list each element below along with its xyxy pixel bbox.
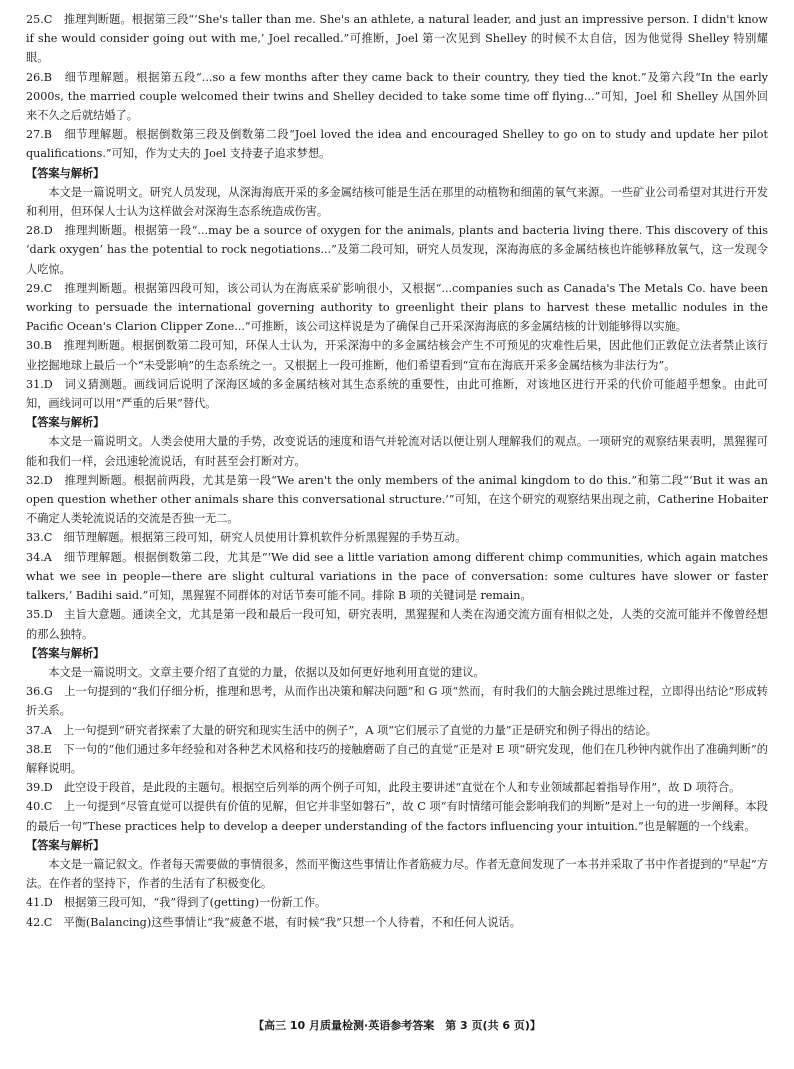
section-intro: 本文是一篇说明文。人类会使用大量的手势，改变说话的速度和语气并轮流对话以便让别人理解我们的观点。一项研究的观察结果表明，黑猩猩可能和我们一样，会迅速轮流说话，有时甚至会打断对方。 (26, 435, 768, 468)
answer-item-26: 26.B 细节理解题。根据第五段“...so a few months after they came back to their country, they tied the knot.”及第六段“In the early 2000s, the married couple welcomed their twins and Shelley decided to take some time off flying...”可知，Joel 和 Shelley 从国外回来不久之后就结婚了。 (26, 70, 768, 123)
answer-item-29: 29.C 推理判断题。根据第四段可知，该公司认为在海底采矿影响很小，又根据“...companies such as Canada's The Metals Co. have been working to persuade the international governing authority to greenlight their plans to harvest these metallic nodules in the Pacific Ocean's Clarion Clipper Zone...”可推断，该公司这样说是为了确保自己开采深海海底的多金属结核的计划能够得以实施。 (26, 281, 768, 334)
section-heading: 【答案与解析】 (26, 838, 105, 852)
answer-item-27: 27.B 细节理解题。根据倒数第三段及倒数第二段“Joel loved the idea and encouraged Shelley to go on to study and update her pilot qualifications.”可知，作为丈夫的 Joel 支持妻子追求梦想。 (26, 128, 768, 161)
answer-content (26, 10, 768, 932)
answer-item-39: 39.D 此空设于段首，是此段的主题句。根据空后列举的两个例子可知，此段主要讲述“直觉在个人和专业领域都起着指导作用”，故 D 项符合。 (26, 781, 741, 795)
answer-item-36: 36.G 上一句提到的“我们仔细分析，推理和思考，从而作出决策和解决问题”和 G 项“然而，有时我们的大脑会跳过思维过程，立即得出结论”形成转折关系。 (26, 685, 768, 718)
answer-item-35: 35.D 主旨大意题。通读全文，尤其是第一段和最后一段可知，研究表明，黑猩猩和人类在沟通交流方面有相似之处，人类的交流可能并不像曾经想的那么独特。 (26, 608, 768, 641)
section-intro: 本文是一篇说明文。文章主要介绍了直觉的力量，依据以及如何更好地利用直觉的建议。 (48, 665, 485, 679)
answer-item-34: 34.A 细节理解题。根据倒数第二段，尤其是“‘We did see a little variation among different chimp communities, which again matches what we see in people—there are slight cultural variations in the pace of conversation: some cultures have slower or faster talkers,’ Badihi said.”可知，黑猩猩不同群体的对话节奏可能不同。排除 B 项的关键词是 remain。 (26, 550, 768, 603)
answer-item-41: 41.D 根据第三段可知，“我”得到了(getting)一份新工作。 (26, 896, 327, 910)
answer-item-32: 32.D 推理判断题。根据前两段，尤其是第一段“We aren't the only members of the animal kingdom to do this.”和第二段“‘But it was an open question whether other animals share this conversational structure.’”可知，在这个研究的观察结果出现之前，Catherine Hobaiter 不确定人类轮流说话的交流是否独一无二。 (26, 473, 768, 526)
answer-item-28: 28.D 推理判断题。根据第一段“...may be a source of oxygen for the animals, plants and bacteria living there. This discovery of this ‘dark oxygen’ has the potential to rock negotiations...”及第二段可知，研究人员发现，深海海底的多金属结核也许能够释放氧气，这一发现令人吃惊。 (26, 224, 768, 276)
answer-item-37: 37.A 上一句提到“研究者探索了大量的研究和现实生活中的例子”，A 项“它们展示了直觉的力量”正是研究和例子得出的结论。 (26, 723, 657, 737)
section-intro: 本文是一篇说明文。研究人员发现，从深海海底开采的多金属结核可能是生活在那里的动植物和细菌的氧气来源。一些矿业公司希望对其进行开发和利用，但环保人士认为这样做会对深海生态系统造成伤害。 (26, 185, 768, 219)
answer-item-40: 40.C 上一句提到“尽管直觉可以提供有价值的见解，但它并非坚如磐石”，故 C 项“有时情绪可能会影响我们的判断”是对上一句的进一步阐释。本段的最后一句“These practices help to develop a deeper understanding of the factors influencing your intuition.”也是解题的一个线索。 (26, 800, 768, 833)
section-heading: 【答案与解析】 (26, 416, 105, 430)
page-footer: 【高三 10 月质量检测·英语参考答案 第 3 页(共 6 页)】 (253, 1019, 541, 1032)
section-heading: 【答案与解析】 (26, 646, 105, 660)
answer-item-30: 30.B 推理判断题。根据倒数第二段可知，环保人士认为，开采深海中的多金属结核会产生不可预见的灾难性后果，因此他们正敦促立法者禁止该行业挖掘地球上最后一个“未受影响”的生态系统之一。又根据上一段可推断，他们希望看到“宣布在海底开采多金属结核为非法行为”。 (26, 339, 768, 372)
section-heading: 【答案与解析】 (26, 166, 105, 180)
answer-item-25: 25.C 推理判断题。根据第三段“‘She's taller than me. She's an athlete, a natural leader, and just an impressive person. I didn't know if she would consider going out with me,’ Joel recalled.”可推断，Joel 第一次见到 Shelley 的时候不太自信，因为他觉得 Shelley 特别耀眼。 (26, 13, 768, 65)
answer-item-38: 38.E 下一句的“他们通过多年经验和对各种艺术风格和技巧的接触磨砺了自己的直觉”正是对 E 项“研究发现，他们在几秒钟内就作出了准确判断”的解释说明。 (26, 742, 768, 775)
answer-item-33: 33.C 细节理解题。根据第三段可知，研究人员使用计算机软件分析黑猩猩的手势互动。 (26, 531, 467, 545)
answer-item-42: 42.C 平衡(Balancing)这些事情让“我”疲惫不堪，有时候“我”只想一个人待着，不和任何人说话。 (26, 915, 521, 929)
section-intro: 本文是一篇记叙文。作者每天需要做的事情很多，然而平衡这些事情让作者筋疲力尽。作者无意间发现了一本书并采取了书中作者提到的“早起”方法。在作者的坚持下，作者的生活有了积极变化。 (26, 857, 768, 891)
answer-item-31: 31.D 词义猜测题。画线词后说明了深海区域的多金属结核对其生态系统的重要性，由此可推断，对该地区进行开采的代价可能超乎想象。由此可知，画线词可以用“严重的后果”替代。 (26, 377, 768, 411)
